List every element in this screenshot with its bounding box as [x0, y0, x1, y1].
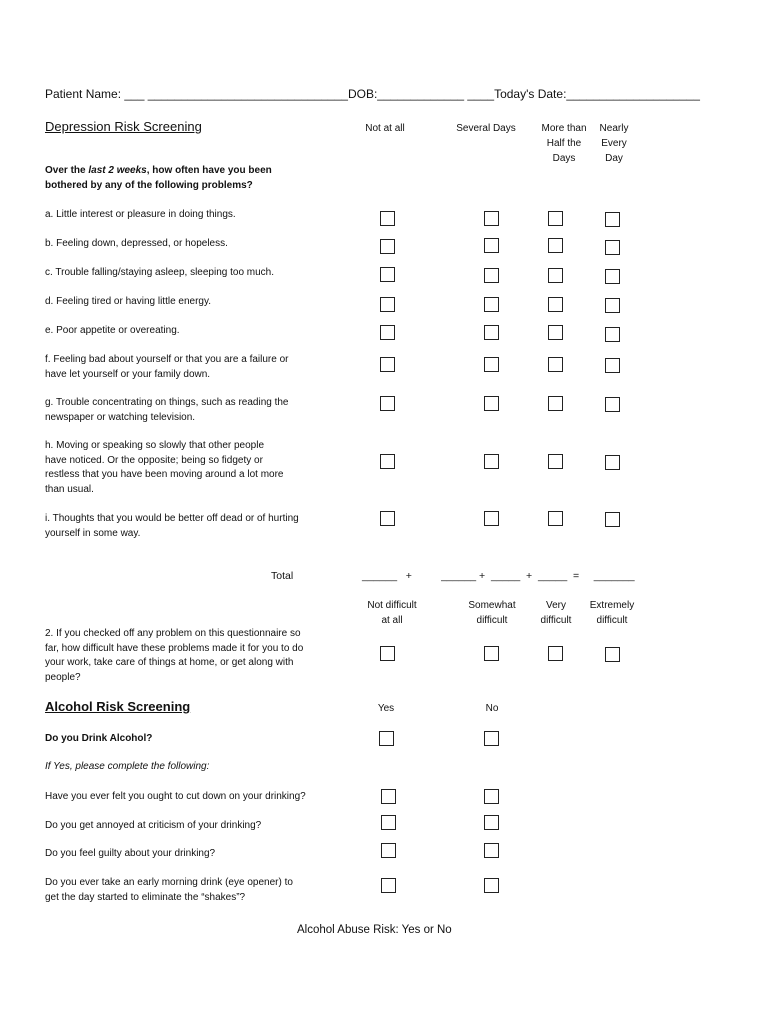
depression-item-f: f. Feeling bad about yourself or that you are a failure or have let yourself or your family down. — [45, 354, 289, 380]
depression-item-c: c. Trouble falling/staying asleep, sleeping too much. — [45, 267, 275, 278]
alcohol-abuse-risk-line: Alcohol Abuse Risk: Yes or No — [297, 924, 452, 936]
checkbox-i-more-than-half[interactable] — [548, 511, 563, 526]
alcohol-item-eye-opener: Do you ever take an early morning drink (eye opener) to get the day started to eliminate the “shakes”? — [45, 877, 293, 903]
checkbox-b-nearly-every-day[interactable] — [605, 240, 620, 255]
checkbox-b-several-days[interactable] — [484, 238, 499, 253]
checkbox-guilty-yes[interactable] — [381, 843, 396, 858]
checkbox-c-nearly-every-day[interactable] — [605, 269, 620, 284]
alcohol-section-title: Alcohol Risk Screening — [45, 699, 191, 714]
checkbox-i-several-days[interactable] — [484, 511, 499, 526]
checkbox-h-not-at-all[interactable] — [380, 454, 395, 469]
column-header-not-difficult: Not difficult at all — [367, 600, 417, 626]
column-header-extremely-difficult: Extremely difficult — [589, 600, 635, 626]
checkbox-i-nearly-every-day[interactable] — [605, 512, 620, 527]
column-header-somewhat-difficult: Somewhat difficult — [468, 600, 516, 626]
checkbox-annoyed-yes[interactable] — [381, 815, 396, 830]
checkbox-h-nearly-every-day[interactable] — [605, 455, 620, 470]
drink-question: Do you Drink Alcohol? — [45, 733, 153, 744]
depression-item-h: h. Moving or speaking so slowly that other people have noticed. Or the opposite; being so fidgety or restless that you have been moving around a lot more than usual. — [45, 440, 284, 495]
checkbox-g-several-days[interactable] — [484, 396, 499, 411]
depression-item-b: b. Feeling down, depressed, or hopeless. — [45, 238, 228, 249]
checkbox-c-more-than-half[interactable] — [548, 268, 563, 283]
checkbox-guilty-no[interactable] — [484, 843, 499, 858]
checkbox-g-more-than-half[interactable] — [548, 396, 563, 411]
depression-item-d: d. Feeling tired or having little energy. — [45, 296, 212, 307]
depression-prompt: Over the last 2 weeks, how often have you been bothered by any of the following problems? — [45, 165, 272, 191]
checkbox-f-nearly-every-day[interactable] — [605, 358, 620, 373]
checkbox-a-not-at-all[interactable] — [380, 211, 395, 226]
depression-section-title: Depression Risk Screening — [45, 119, 202, 134]
checkbox-d-nearly-every-day[interactable] — [605, 298, 620, 313]
checkbox-f-not-at-all[interactable] — [380, 357, 395, 372]
checkbox-e-more-than-half[interactable] — [548, 325, 563, 340]
column-header-no: No — [485, 703, 499, 714]
checkbox-a-more-than-half[interactable] — [548, 211, 563, 226]
checkbox-f-more-than-half[interactable] — [548, 357, 563, 372]
checkbox-i-not-at-all[interactable] — [380, 511, 395, 526]
checkbox-c-several-days[interactable] — [484, 268, 499, 283]
checkbox-very-difficult[interactable] — [548, 646, 563, 661]
column-header-nearly-every-day: Nearly Every Day — [599, 123, 629, 164]
total-label: Total — [271, 570, 294, 582]
checkbox-cut-down-no[interactable] — [484, 789, 499, 804]
column-header-very-difficult: Very difficult — [540, 600, 572, 626]
checkbox-d-more-than-half[interactable] — [548, 297, 563, 312]
checkbox-a-several-days[interactable] — [484, 211, 499, 226]
checkbox-c-not-at-all[interactable] — [380, 267, 395, 282]
checkbox-d-several-days[interactable] — [484, 297, 499, 312]
checkbox-d-not-at-all[interactable] — [380, 297, 395, 312]
checkbox-a-nearly-every-day[interactable] — [605, 212, 620, 227]
checkbox-cut-down-yes[interactable] — [381, 789, 396, 804]
checkbox-eye-opener-yes[interactable] — [381, 878, 396, 893]
depression-item-g: g. Trouble concentrating on things, such as reading the newspaper or watching television. — [45, 397, 289, 423]
column-header-more-than-half: More than Half the Days — [541, 123, 587, 164]
alcohol-item-annoyed: Do you get annoyed at criticism of your drinking? — [45, 820, 262, 831]
checkbox-somewhat-difficult[interactable] — [484, 646, 499, 661]
checkbox-e-not-at-all[interactable] — [380, 325, 395, 340]
column-header-not-at-all: Not at all — [365, 123, 405, 134]
depression-item-i: i. Thoughts that you would be better off dead or of hurting yourself in some way. — [45, 513, 299, 539]
column-header-several-days: Several Days — [456, 123, 516, 134]
checkbox-eye-opener-no[interactable] — [484, 878, 499, 893]
total-fill-line: ______ + ______ + _____ + _____ = _______ — [362, 570, 635, 582]
depression-item-e: e. Poor appetite or overeating. — [45, 325, 180, 336]
alcohol-item-guilty: Do you feel guilty about your drinking? — [45, 848, 216, 859]
checkbox-g-nearly-every-day[interactable] — [605, 397, 620, 412]
alcohol-instruction: If Yes, please complete the following: — [45, 761, 210, 772]
checkbox-f-several-days[interactable] — [484, 357, 499, 372]
checkbox-h-several-days[interactable] — [484, 454, 499, 469]
column-header-yes: Yes — [377, 703, 395, 714]
checkbox-b-more-than-half[interactable] — [548, 238, 563, 253]
checkbox-e-nearly-every-day[interactable] — [605, 327, 620, 342]
checkbox-extremely-difficult[interactable] — [605, 647, 620, 662]
checkbox-drink-no[interactable] — [484, 731, 499, 746]
checkbox-drink-yes[interactable] — [379, 731, 394, 746]
checkbox-h-more-than-half[interactable] — [548, 454, 563, 469]
checkbox-b-not-at-all[interactable] — [380, 239, 395, 254]
alcohol-item-cut-down: Have you ever felt you ought to cut down on your drinking? — [45, 791, 306, 802]
patient-info-line: Patient Name: ___ ______________________________DOB:_____________ ____Today's Date:____________________ — [45, 87, 700, 101]
difficulty-question: 2. If you checked off any problem on this questionnaire so far, how difficult have these problems made it for you to do your work, take care of things at home, or get along with people? — [45, 628, 304, 683]
checkbox-e-several-days[interactable] — [484, 325, 499, 340]
checkbox-annoyed-no[interactable] — [484, 815, 499, 830]
checkbox-not-difficult[interactable] — [380, 646, 395, 661]
checkbox-g-not-at-all[interactable] — [380, 396, 395, 411]
depression-item-a: a. Little interest or pleasure in doing things. — [45, 209, 236, 220]
